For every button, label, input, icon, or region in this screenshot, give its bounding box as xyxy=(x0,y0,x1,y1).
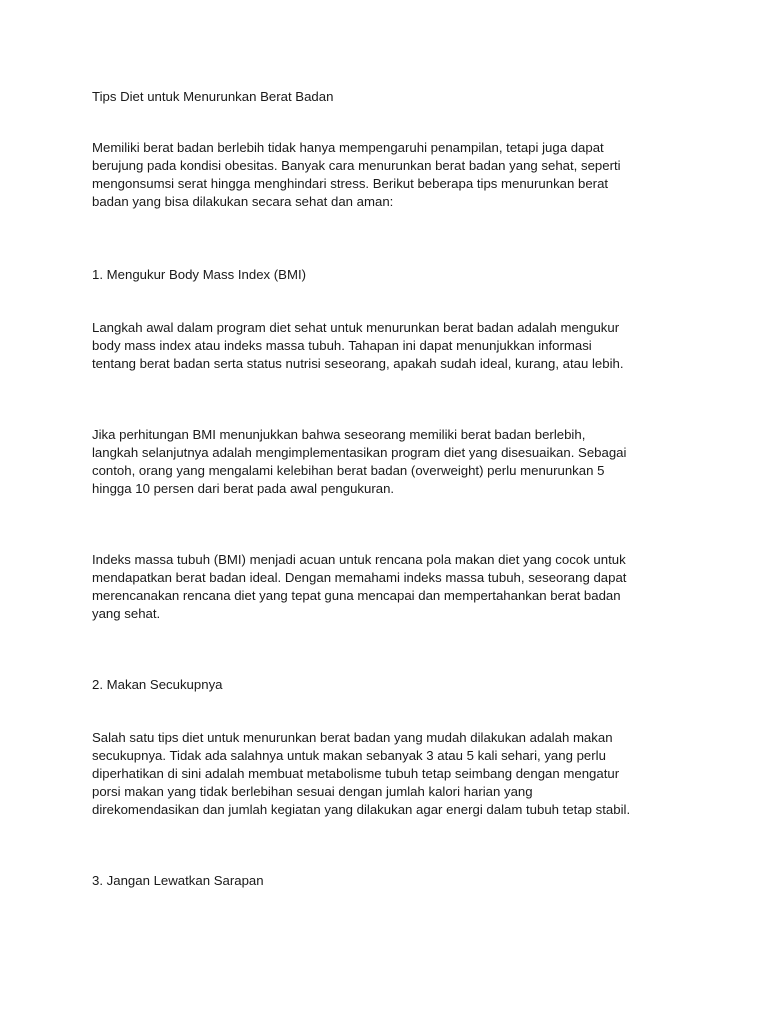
paragraph-line: mendapatkan berat badan ideal. Dengan memahami indeks massa tubuh, seseorang dapat xyxy=(92,570,627,585)
paragraph-line: body mass index atau indeks massa tubuh. Tahapan ini dapat menunjukkan informasi xyxy=(92,338,592,353)
intro-line: mengonsumsi serat hingga menghindari stress. Berikut beberapa tips menurunkan berat xyxy=(92,176,609,191)
paragraph-line: langkah selanjutnya adalah mengimplementasikan program diet yang disesuaikan. Sebagai xyxy=(92,445,627,460)
intro-line: badan yang bisa dilakukan secara sehat dan aman: xyxy=(92,194,394,209)
paragraph-line: tentang berat badan serta status nutrisi seseorang, apakah sudah ideal, kurang, atau lebih. xyxy=(92,356,624,371)
paragraph-line: contoh, orang yang mengalami kelebihan berat badan (overweight) perlu menurunkan 5 xyxy=(92,463,605,478)
paragraph-line: Langkah awal dalam program diet sehat untuk menurunkan berat badan adalah mengukur xyxy=(92,320,620,335)
paragraph-line: Jika perhitungan BMI menunjukkan bahwa seseorang memiliki berat badan berlebih, xyxy=(92,427,586,442)
paragraph-line: merencanakan rencana diet yang tepat guna mencapai dan mempertahankan berat badan xyxy=(92,588,621,603)
intro-line: berujung pada kondisi obesitas. Banyak cara menurunkan berat badan yang sehat, seperti xyxy=(92,158,621,173)
paragraph-line: diperhatikan di sini adalah membuat metabolisme tubuh tetap seimbang dengan mengatur xyxy=(92,766,620,781)
paragraph-line: secukupnya. Tidak ada salahnya untuk makan sebanyak 3 atau 5 kali sehari, yang perlu xyxy=(92,748,606,763)
section-heading-2: 2. Makan Secukupnya xyxy=(92,677,223,692)
document-title: Tips Diet untuk Menurunkan Berat Badan xyxy=(92,89,334,104)
paragraph-line: yang sehat. xyxy=(92,606,161,621)
section-heading-3: 3. Jangan Lewatkan Sarapan xyxy=(92,873,264,888)
section-heading-1: 1. Mengukur Body Mass Index (BMI) xyxy=(92,267,307,282)
paragraph-line: porsi makan yang tidak berlebihan sesuai dengan jumlah kalori harian yang xyxy=(92,784,533,799)
paragraph-line: direkomendasikan dan jumlah kegiatan yang dilakukan agar energi dalam tubuh tetap stabil. xyxy=(92,802,631,817)
intro-line: Memiliki berat badan berlebih tidak hanya mempengaruhi penampilan, tetapi juga dapat xyxy=(92,140,604,155)
paragraph-line: Salah satu tips diet untuk menurunkan berat badan yang mudah dilakukan adalah makan xyxy=(92,730,613,745)
paragraph-line: hingga 10 persen dari berat pada awal pengukuran. xyxy=(92,481,395,496)
paragraph-line: Indeks massa tubuh (BMI) menjadi acuan untuk rencana pola makan diet yang cocok untuk xyxy=(92,552,626,567)
